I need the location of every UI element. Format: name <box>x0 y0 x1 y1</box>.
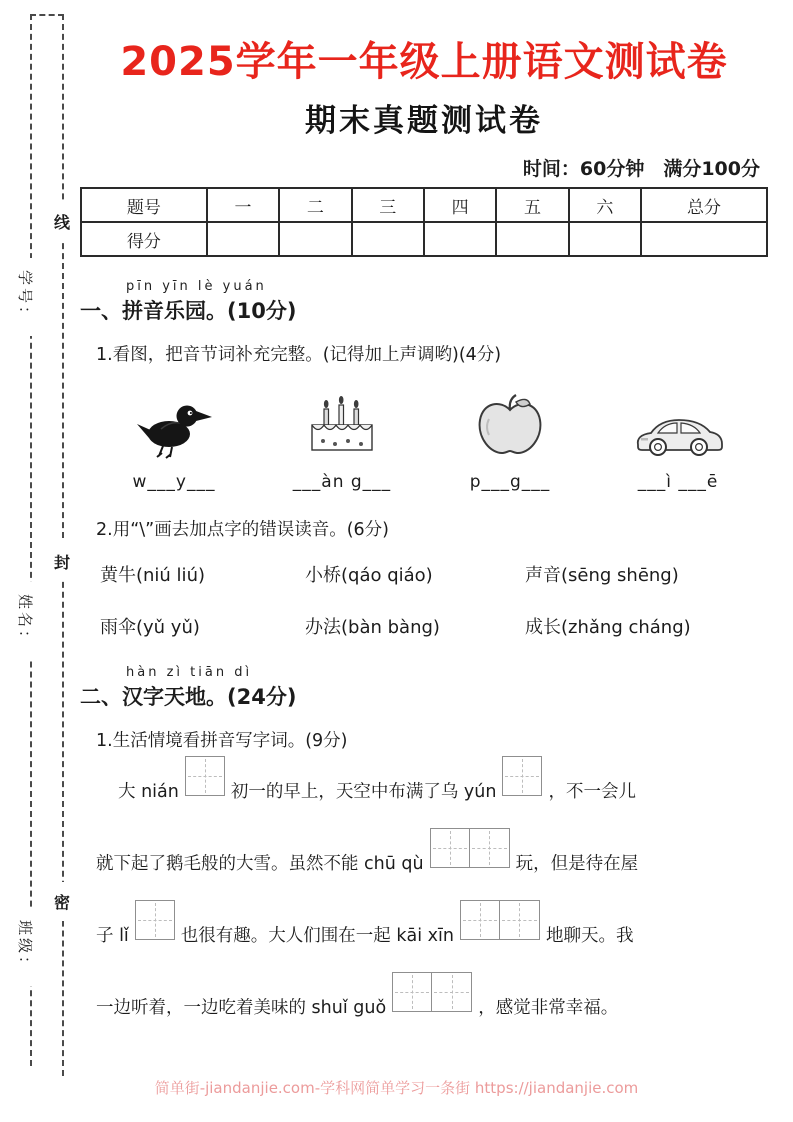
score-table-score-row <box>81 222 767 256</box>
writing-box <box>185 756 225 796</box>
seal-char-line: 线 <box>52 202 72 241</box>
figure-crow <box>98 378 250 492</box>
score-table-header-cell: 六 <box>569 188 641 222</box>
section1-pinyin: pīn yīn lè yuán <box>126 279 267 294</box>
syllable-blank: w___y___ <box>132 472 216 492</box>
score-table <box>80 187 768 257</box>
writing-box <box>430 828 470 868</box>
apple-icon <box>471 392 549 460</box>
score-table-header-cell: 总分 <box>641 188 767 222</box>
pronunciation-item: 成长(zhǎng cháng) <box>525 617 691 638</box>
writing-box-group <box>185 756 225 828</box>
section2-pinyin: hàn zì tiān dì <box>126 665 253 680</box>
writing-box <box>470 828 510 868</box>
paragraph-line <box>118 756 768 828</box>
paragraph-text: 也很有趣。大人们围在一起 kāi xīn <box>180 926 454 946</box>
section1-question1-text: 1.看图，把音节词补充完整。(记得加上声调哟)(4分) <box>96 345 502 365</box>
writing-box <box>392 972 432 1012</box>
figure-apple <box>434 378 586 492</box>
paragraph-line <box>96 972 768 1044</box>
writing-box-group <box>430 828 510 900</box>
score-cell <box>279 222 351 256</box>
class-label: 班级： <box>10 908 41 986</box>
pronunciation-item: 雨伞(yǔ yǔ) <box>100 617 200 638</box>
student-id-label: 学号： <box>10 258 41 336</box>
pronunciation-items <box>100 561 768 639</box>
section1-title: 一、拼音乐园。(10分) <box>80 299 297 323</box>
writing-box-group <box>502 756 542 828</box>
score-row-label-cell: 得分 <box>81 222 207 256</box>
pronunciation-item: 办法(bàn bàng) <box>305 617 440 638</box>
paragraph-line <box>96 900 768 972</box>
car-icon <box>633 406 723 460</box>
figure-car <box>602 378 754 492</box>
paragraph-text: 子 lǐ <box>96 926 129 946</box>
footer-watermark: 简单街-jiandanjie.com-学科网简单学习一条街 https://jiandanjie.com <box>154 1079 639 1097</box>
score-table-header-cell: 三 <box>352 188 424 222</box>
score-table-header-cell: 五 <box>496 188 568 222</box>
score-cell <box>352 222 424 256</box>
score-cell <box>496 222 568 256</box>
pronunciation-item: 黄牛(niú liú) <box>100 565 205 586</box>
syllable-blank: p___g___ <box>469 472 551 492</box>
paragraph-line <box>96 828 768 900</box>
paragraph-text: ，感觉非常幸福。 <box>478 998 619 1018</box>
writing-box-group <box>460 900 540 972</box>
writing-box <box>135 900 175 940</box>
figure-cake <box>266 378 418 492</box>
syllable-blank: ___àn g___ <box>292 472 392 492</box>
seal-dash-top <box>30 14 64 16</box>
writing-box <box>460 900 500 940</box>
section2-question1-text: 1.生活情境看拼音写字词。(9分) <box>96 731 348 751</box>
paragraph-text: 就下起了鹅毛般的大雪。虽然不能 chū qù <box>96 854 424 874</box>
section2-heading <box>80 665 768 711</box>
paper-title: 2025学年一年级上册语文测试卷 <box>120 39 728 85</box>
score-cell <box>641 222 767 256</box>
section1-heading <box>80 279 768 325</box>
score-table-header-cell: 二 <box>279 188 351 222</box>
section2-title: 二、汉字天地。(24分) <box>80 685 297 709</box>
fill-in-paragraph <box>96 756 768 1044</box>
writing-box-group <box>135 900 175 972</box>
student-name-label: 姓名： <box>10 582 41 660</box>
seal-char-secret: 密 <box>52 882 72 921</box>
seal-char-seal: 封 <box>52 542 72 581</box>
score-cell <box>424 222 496 256</box>
paragraph-text: 初一的早上，天空中布满了乌 yún <box>230 782 497 802</box>
picture-row <box>98 378 754 492</box>
paragraph-text: ，不一会儿 <box>548 782 636 802</box>
pronunciation-item: 声音(sēng shēng) <box>525 565 679 586</box>
writing-box <box>432 972 472 1012</box>
score-table-header-cell: 四 <box>424 188 496 222</box>
score-cell <box>207 222 279 256</box>
score-table-header-cell: 题号 <box>81 188 207 222</box>
writing-box-group <box>392 972 472 1044</box>
syllable-blank: ___ì ___ē <box>637 472 719 492</box>
section1-question2-text: 2.用“\”画去加点字的错误读音。(6分) <box>96 520 390 540</box>
paragraph-text: 地聊天。我 <box>545 926 634 946</box>
paragraph-text: 大 nián <box>118 782 179 802</box>
writing-box <box>500 900 540 940</box>
cake-icon <box>302 392 382 460</box>
crow-icon <box>135 396 213 460</box>
writing-box <box>502 756 542 796</box>
pronunciation-item: 小桥(qáo qiáo) <box>305 565 433 586</box>
paper-content <box>80 0 768 1044</box>
score-table-header-cell: 一 <box>207 188 279 222</box>
paper-subtitle: 期末真题测试卷 <box>305 103 543 139</box>
score-cell <box>569 222 641 256</box>
score-table-header-row <box>81 188 767 222</box>
paragraph-text: 玩，但是待在屋 <box>515 854 639 874</box>
paragraph-text: 一边听着，一边吃着美味的 shuǐ guǒ <box>96 998 387 1018</box>
exam-time-score-info: 时间：60分钟 满分100分 <box>522 158 760 180</box>
